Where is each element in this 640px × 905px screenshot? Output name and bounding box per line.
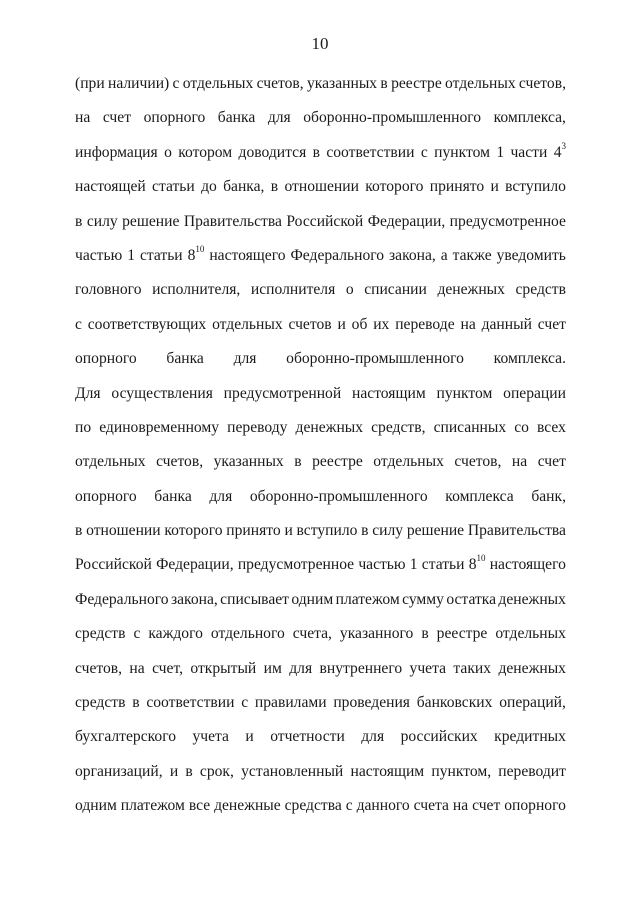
text-line — [75, 548, 566, 582]
word: оборонно-промышленного — [286, 350, 464, 368]
text-line — [75, 789, 566, 823]
word: российских — [400, 728, 478, 746]
word: вступило — [296, 522, 358, 540]
word: со — [514, 418, 529, 436]
text-line — [75, 136, 566, 170]
word: пунктом — [434, 143, 490, 161]
word: осуществления — [111, 384, 213, 402]
word: настоящим — [350, 762, 425, 780]
word: для — [267, 109, 291, 127]
word: списании — [364, 281, 427, 299]
word: настоящей — [75, 178, 146, 196]
text-line — [75, 686, 566, 720]
word: по — [75, 418, 92, 436]
word: а — [440, 246, 448, 264]
word: остатка — [446, 590, 497, 608]
word: предусмотренной — [223, 384, 342, 402]
word: таких — [453, 659, 492, 677]
word: банк, — [531, 487, 566, 505]
word: силу — [86, 212, 118, 230]
word: данного — [356, 797, 410, 815]
word: счет — [537, 453, 566, 471]
word: отдельного — [210, 625, 285, 643]
word: пунктом — [436, 384, 493, 402]
word: проведения — [333, 694, 410, 712]
word: средства — [284, 797, 342, 815]
word: счетов, — [156, 453, 204, 471]
word: части — [510, 143, 548, 161]
word: переводу — [227, 418, 288, 436]
word: для — [361, 728, 385, 746]
word: головного — [75, 281, 142, 299]
word: статьи — [152, 178, 195, 196]
word: настоящим — [352, 384, 426, 402]
superscript: 3 — [561, 140, 566, 151]
word: решение — [406, 522, 465, 540]
word: наличии) — [107, 75, 170, 92]
text-line — [75, 170, 566, 204]
word: списанных — [433, 418, 507, 436]
word: счетов, — [454, 453, 502, 471]
word: средств — [75, 694, 126, 712]
word: 1 — [127, 246, 135, 264]
word: Российской — [286, 212, 364, 230]
word: информация — [75, 143, 158, 161]
word: статьи — [421, 556, 465, 574]
word: Для — [75, 384, 101, 402]
word: $4^3$ — [553, 140, 566, 161]
word: предусмотренное — [449, 212, 566, 230]
word: их — [373, 315, 390, 333]
word: частью — [75, 246, 123, 264]
word: единовременному — [99, 418, 220, 436]
text-line — [75, 755, 566, 789]
word: денежные — [214, 797, 281, 815]
word: кредитных — [494, 728, 566, 746]
word: реестре — [436, 625, 488, 643]
word: оборонно-промышленного — [303, 109, 482, 127]
word: операции — [503, 384, 566, 402]
text-line — [75, 67, 566, 101]
text-line — [75, 239, 566, 273]
word: в — [380, 75, 388, 92]
word: данный — [481, 315, 532, 333]
word: срок, — [199, 762, 234, 780]
word: с — [172, 75, 180, 92]
text-line — [75, 514, 566, 548]
word: правилами — [254, 694, 327, 712]
word: банка, — [223, 178, 265, 196]
word: переводе — [395, 315, 455, 333]
word: решение — [122, 212, 180, 230]
text-line — [75, 308, 566, 342]
word: для — [209, 487, 233, 505]
word: реестре — [391, 75, 442, 92]
word: счета — [413, 797, 449, 815]
word: счет — [537, 315, 566, 333]
word: соответствии — [326, 143, 415, 161]
word: платежом — [335, 590, 400, 608]
word: счет — [472, 797, 501, 815]
word: одним — [75, 797, 117, 815]
word: (при — [75, 75, 105, 92]
word: отношении — [284, 178, 359, 196]
text-line — [75, 273, 566, 307]
word: статьи — [139, 246, 183, 264]
word: отдельных — [75, 453, 146, 471]
word: которого — [164, 522, 223, 540]
text-line — [75, 205, 566, 239]
word: отдельных — [182, 75, 254, 92]
word: и — [169, 762, 179, 780]
word: на — [75, 109, 91, 127]
word: в — [294, 453, 302, 471]
word: и — [284, 522, 293, 540]
word: в — [132, 694, 140, 712]
word: $8^{10}$ — [187, 243, 205, 264]
text-line — [75, 652, 566, 686]
word: соответствующих — [87, 315, 207, 333]
word: предусмотренное — [237, 556, 355, 574]
word: учета — [192, 728, 229, 746]
word: о — [345, 281, 354, 299]
word: настоящего — [489, 556, 566, 574]
word: исполнителя, — [152, 281, 241, 299]
word: средств, — [371, 418, 426, 436]
word: закона, — [170, 590, 218, 608]
word: отношении — [86, 522, 161, 540]
word: списывает — [220, 590, 289, 608]
word: счетов — [288, 315, 332, 333]
word: в — [421, 625, 429, 643]
document-body — [75, 67, 566, 824]
word: открытый — [190, 659, 257, 677]
word: в — [185, 762, 193, 780]
word: частью — [358, 556, 406, 574]
word: учета — [409, 659, 447, 677]
word: об — [351, 315, 368, 333]
word: с — [75, 315, 82, 333]
word: в — [361, 522, 369, 540]
word: указанных — [306, 75, 378, 92]
word: с — [241, 694, 249, 712]
word: опорного — [143, 109, 206, 127]
word: счет, — [152, 659, 183, 677]
word: доводится — [238, 143, 307, 161]
word: принято — [226, 522, 281, 540]
word: соответствии — [146, 694, 235, 712]
word: опорного — [504, 797, 566, 815]
word: комплекса, — [493, 109, 566, 127]
word: Федерального — [290, 246, 385, 264]
word: реестре — [312, 453, 363, 471]
word: и — [490, 178, 499, 196]
word: денежных — [295, 418, 364, 436]
word: указанного — [339, 625, 414, 643]
word: Российской — [75, 556, 152, 574]
word: каждого — [148, 625, 203, 643]
word: операций, — [499, 694, 566, 712]
word: денежных — [437, 281, 505, 299]
word: отдельных — [445, 75, 516, 92]
word: счетов, — [75, 659, 123, 677]
word: до — [201, 178, 217, 196]
word: настоящего — [209, 246, 286, 264]
text-line — [75, 583, 566, 617]
word: сумму — [402, 590, 444, 608]
word: им — [263, 659, 282, 677]
word: всех — [537, 418, 566, 436]
word: на — [129, 659, 145, 677]
word: котором — [178, 143, 233, 161]
word: для — [289, 659, 313, 677]
word: банка — [166, 350, 204, 368]
word: и — [337, 315, 346, 333]
text-line — [75, 617, 566, 651]
superscript: 10 — [195, 243, 205, 254]
word: 1 — [496, 143, 505, 161]
word: отчетности — [270, 728, 345, 746]
word: о — [164, 143, 172, 161]
word: отдельных — [212, 315, 283, 333]
word: уведомить — [496, 246, 566, 264]
text-line — [75, 480, 566, 514]
word: с — [133, 625, 141, 643]
word: банка — [217, 109, 256, 127]
word: Правительства — [183, 212, 282, 230]
word: в — [75, 212, 83, 230]
word: которого — [365, 178, 424, 196]
word: вступило — [505, 178, 566, 196]
word: установленный — [241, 762, 344, 780]
word: банковских — [416, 694, 493, 712]
page-number: 10 — [311, 34, 329, 53]
word: указанных — [213, 453, 284, 471]
word: принято — [429, 178, 485, 196]
word: Федерации, — [367, 212, 446, 230]
word: отдельных — [373, 453, 444, 471]
word: также — [452, 246, 492, 264]
text-line — [75, 445, 566, 479]
word: закона, — [389, 246, 436, 264]
superscript: 10 — [476, 553, 486, 564]
paragraph-first-line — [75, 377, 566, 411]
word: на — [460, 315, 476, 333]
word: в — [312, 143, 320, 161]
word: исполнителя — [250, 281, 336, 299]
word: пунктом, — [431, 762, 492, 780]
word: $8^{10}$ — [468, 553, 486, 574]
word: Правительства — [467, 522, 566, 540]
word: силу — [372, 522, 404, 540]
word: в — [270, 178, 279, 196]
word: опорного — [75, 487, 137, 505]
word: бухгалтерского — [75, 728, 177, 746]
word: внутреннего — [319, 659, 403, 677]
word: отдельных — [495, 625, 566, 643]
word: переводит — [498, 762, 566, 780]
word: комплекса — [445, 487, 514, 505]
text-line — [75, 411, 566, 445]
word: средств — [75, 625, 126, 643]
word: на — [452, 797, 469, 815]
word: Федерального — [75, 590, 169, 608]
word: денежных — [498, 659, 566, 677]
word: счет — [102, 109, 132, 127]
word: для — [233, 350, 257, 368]
word: организаций, — [75, 762, 163, 780]
word: все — [188, 797, 211, 815]
word: с — [420, 143, 428, 161]
word: средств — [515, 281, 566, 299]
text-line — [75, 101, 566, 135]
word: счетов, — [256, 75, 304, 92]
word: одним — [291, 590, 334, 608]
word: комплекса. — [493, 350, 566, 368]
word: платежом — [120, 797, 185, 815]
text-line — [75, 342, 566, 376]
text-line — [75, 720, 566, 754]
word: с — [345, 797, 353, 815]
word: и — [245, 728, 254, 746]
word: банка — [154, 487, 192, 505]
word: в — [75, 522, 83, 540]
word: оборонно-промышленного — [249, 487, 428, 505]
word: на — [511, 453, 528, 471]
word: счета, — [292, 625, 332, 643]
word: опорного — [75, 350, 137, 368]
word: счетов, — [518, 75, 566, 92]
word: Федерации, — [156, 556, 234, 574]
word: денежных — [498, 590, 566, 608]
word: 1 — [409, 556, 418, 574]
